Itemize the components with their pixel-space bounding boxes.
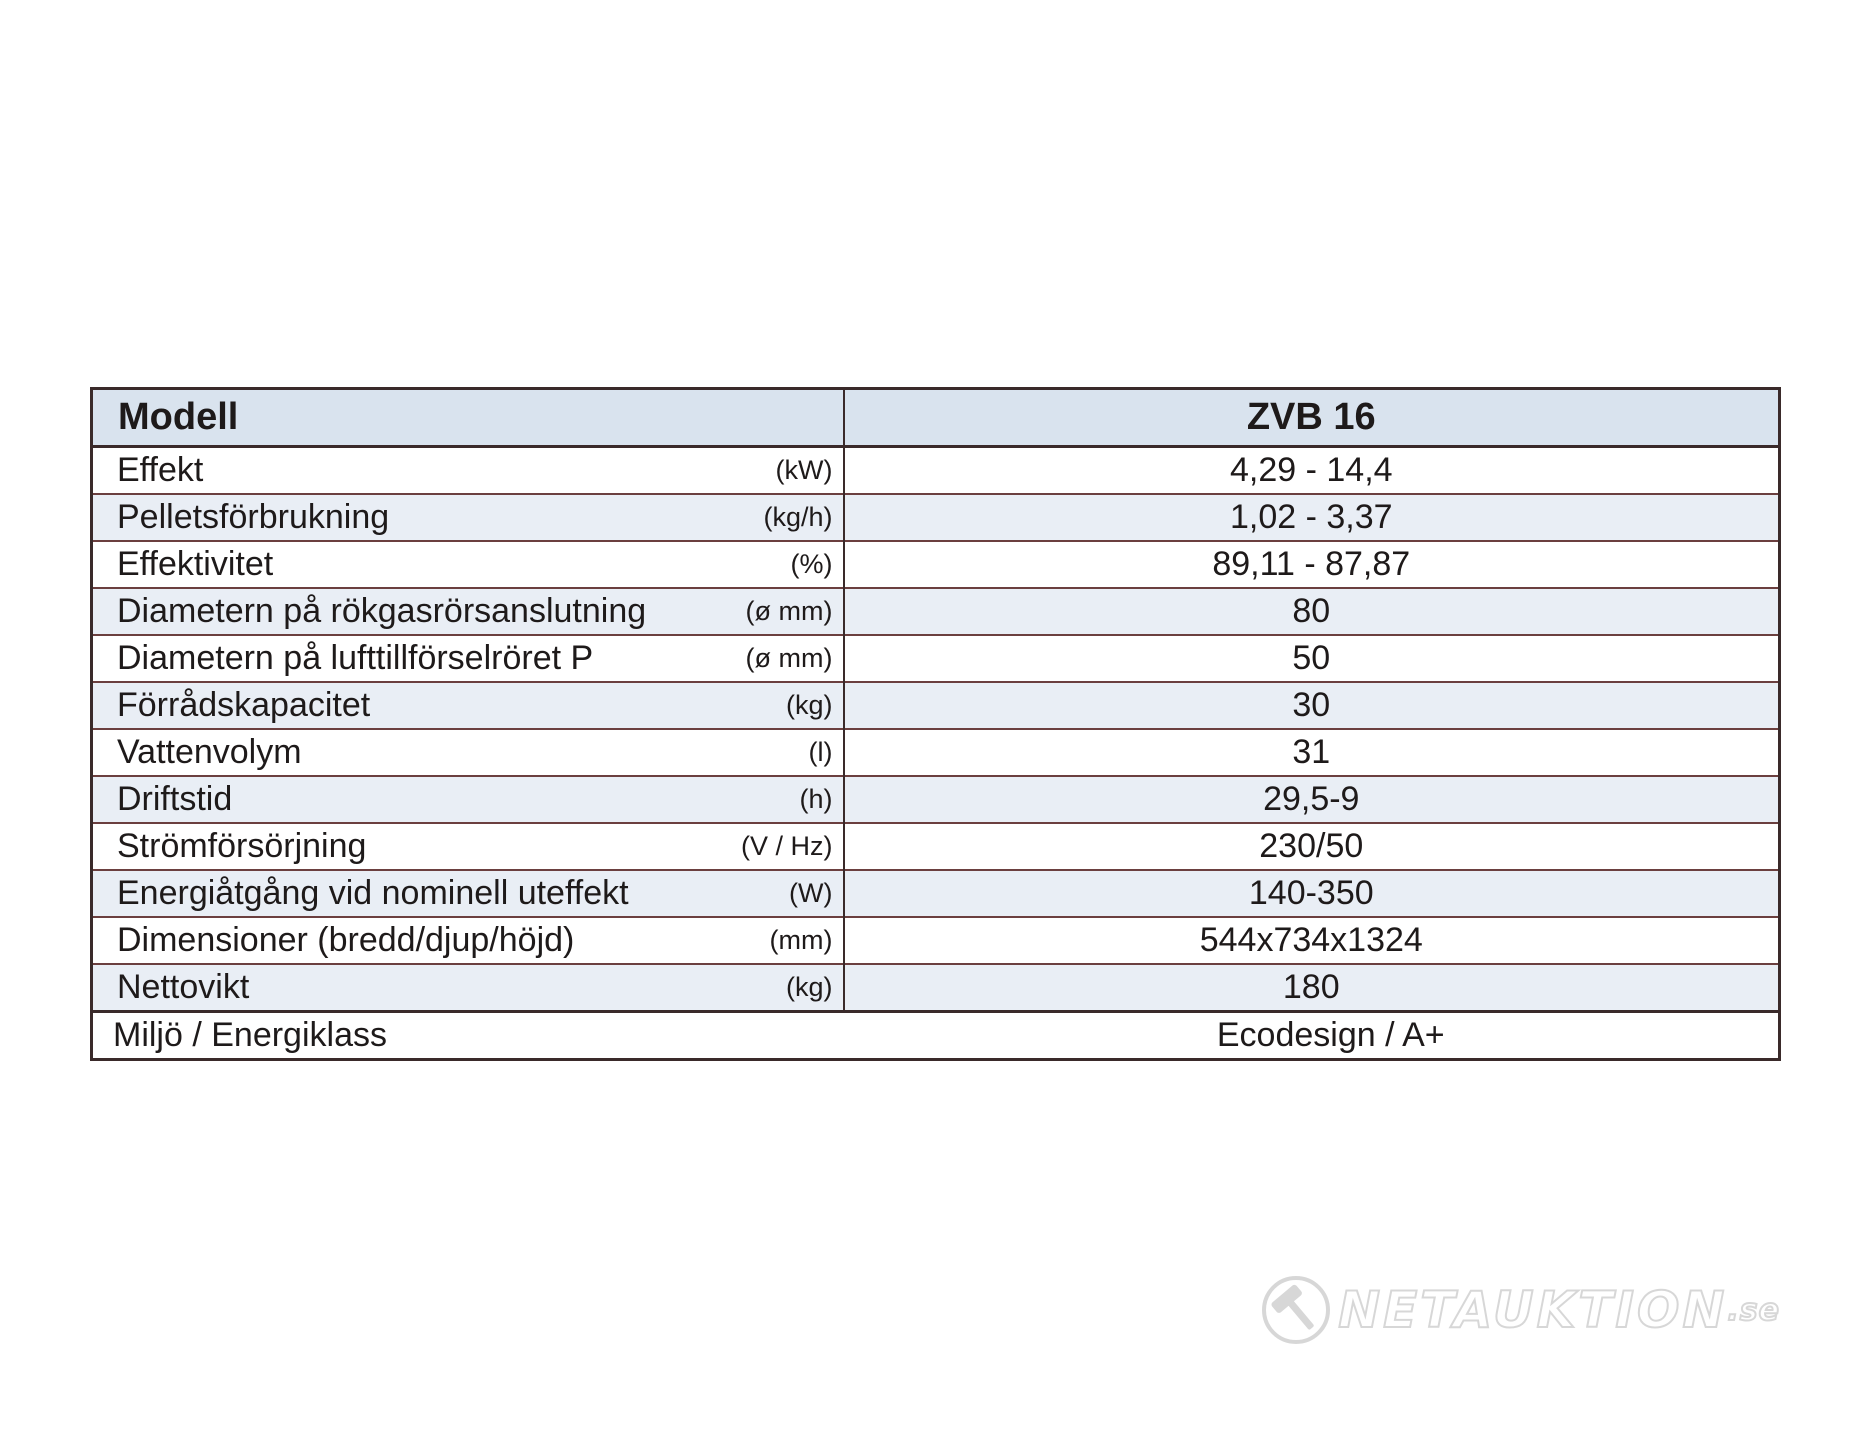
- watermark-text: NETAUKTION: [1338, 1281, 1728, 1339]
- table-row: [92, 870, 1780, 917]
- row-unit: (ø mm): [652, 635, 844, 682]
- row-label: Dimensioner (bredd/djup/höjd): [92, 917, 652, 964]
- row-value: 89,11 - 87,87: [844, 541, 1780, 588]
- row-label: Diametern på rökgasrörsanslutning: [92, 588, 652, 635]
- row-label: Diametern på lufttillförselröret P: [92, 635, 652, 682]
- header-model-value: ZVB 16: [844, 389, 1780, 447]
- row-value: 180: [844, 964, 1780, 1012]
- table-row: [92, 964, 1780, 1012]
- row-value: 4,29 - 14,4: [844, 447, 1780, 495]
- table-row: [92, 823, 1780, 870]
- row-unit: (mm): [652, 917, 844, 964]
- row-unit: (kg): [652, 964, 844, 1012]
- row-label: Driftstid: [92, 776, 652, 823]
- table-row: [92, 682, 1780, 729]
- table-footer-row: [92, 1012, 1780, 1060]
- row-unit: (kW): [652, 447, 844, 495]
- row-value: 140-350: [844, 870, 1780, 917]
- row-label: Vattenvolym: [92, 729, 652, 776]
- watermark-logo: [1260, 1270, 1780, 1350]
- row-label: Effekt: [92, 447, 652, 495]
- row-value: 80: [844, 588, 1780, 635]
- row-label: Strömförsörjning: [92, 823, 652, 870]
- spec-table: [90, 387, 1781, 1061]
- row-value: 50: [844, 635, 1780, 682]
- row-label: Nettovikt: [92, 964, 652, 1012]
- row-unit: (%): [652, 541, 844, 588]
- row-label: Pelletsförbrukning: [92, 494, 652, 541]
- row-value: 230/50: [844, 823, 1780, 870]
- row-label: Förrådskapacitet: [92, 682, 652, 729]
- footer-value: Ecodesign / A+: [844, 1012, 1780, 1060]
- table-row: [92, 588, 1780, 635]
- row-unit: (kg): [652, 682, 844, 729]
- row-unit: (l): [652, 729, 844, 776]
- hammer-icon: [1260, 1274, 1332, 1346]
- row-label: Effektivitet: [92, 541, 652, 588]
- header-label: Modell: [92, 389, 844, 447]
- table-row: [92, 776, 1780, 823]
- row-unit: (W): [652, 870, 844, 917]
- table-row: [92, 541, 1780, 588]
- row-unit: (ø mm): [652, 588, 844, 635]
- row-label: Energiåtgång vid nominell uteffekt: [92, 870, 652, 917]
- table-header-row: [92, 389, 1780, 447]
- footer-label: Miljö / Energiklass: [92, 1012, 844, 1060]
- watermark-suffix: .se: [1727, 1292, 1780, 1328]
- table-row: [92, 635, 1780, 682]
- row-unit: (h): [652, 776, 844, 823]
- row-value: 544x734x1324: [844, 917, 1780, 964]
- table-row: [92, 494, 1780, 541]
- row-unit: (V / Hz): [652, 823, 844, 870]
- row-value: 29,5-9: [844, 776, 1780, 823]
- row-value: 1,02 - 3,37: [844, 494, 1780, 541]
- row-value: 30: [844, 682, 1780, 729]
- table-row: [92, 917, 1780, 964]
- table-row: [92, 729, 1780, 776]
- row-unit: (kg/h): [652, 494, 844, 541]
- row-value: 31: [844, 729, 1780, 776]
- table-row: [92, 447, 1780, 495]
